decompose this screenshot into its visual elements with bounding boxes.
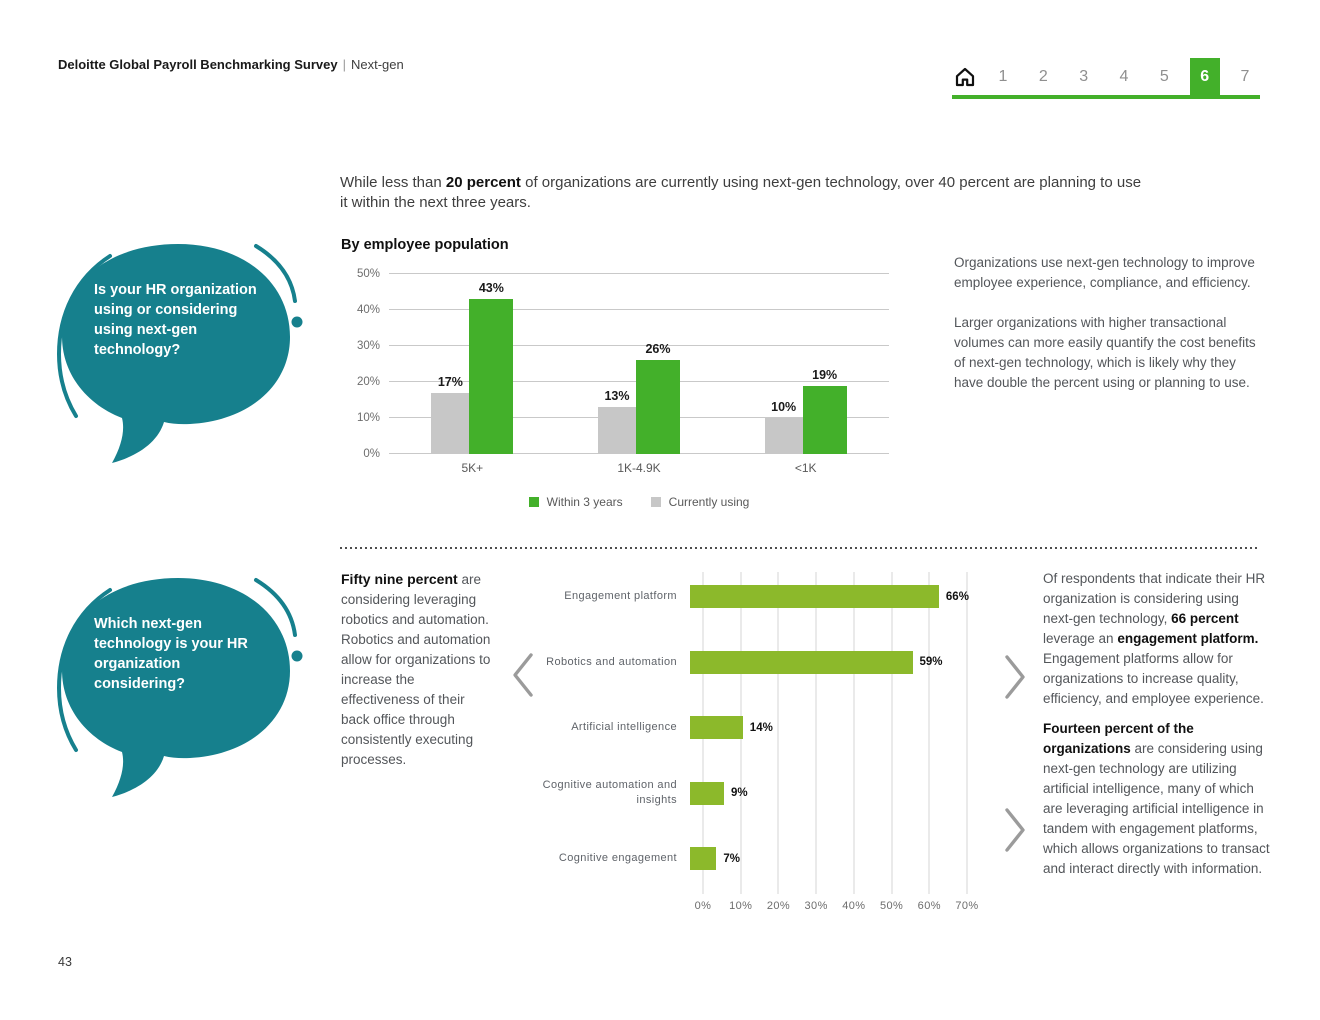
x-tick-label: 70%: [955, 900, 979, 912]
tech-bar: [690, 716, 773, 739]
category-label: 5K+: [461, 461, 484, 475]
x-tick-label: 40%: [842, 900, 866, 912]
title-separator: |: [342, 57, 346, 72]
tech-bar-value-label: 14%: [749, 721, 773, 734]
tech-bar-value-label: 7%: [723, 852, 741, 865]
population-chart-legend: [389, 495, 889, 509]
category-label: 1K-4.9K: [617, 461, 661, 475]
right-bottom-para-1: [1043, 569, 1271, 709]
y-tick-label: 10%: [356, 412, 380, 424]
tech-bar-value-label: 9%: [730, 787, 748, 800]
nav-page-4[interactable]: 4: [1119, 67, 1129, 85]
bar-value-label: 17%: [437, 374, 463, 389]
population-chart-title: By employee population: [341, 237, 509, 253]
tech-bar-value-label: 59%: [919, 656, 943, 669]
right-bottom-para-2: [1043, 719, 1271, 879]
document-section-label: Next-gen: [350, 57, 404, 72]
bar-group-<1K: [765, 274, 847, 454]
tech-bar: [690, 585, 969, 608]
tech-bar-label: Engagement platform: [564, 590, 677, 603]
left-bottom-body: are considering leveraging robotics and automation. Robotics and automation allow for organizations to increase the effectiveness of their back office through consistently executing processes.: [341, 572, 491, 767]
y-tick-label: 0%: [363, 448, 380, 460]
tech-bar-row: [540, 826, 982, 892]
legend-item: [529, 495, 623, 509]
tech-chart-xticks: [694, 900, 979, 914]
tech-bar-track: [690, 585, 969, 608]
page-navigation: [952, 58, 1260, 99]
bar-currently-using: [598, 389, 636, 454]
question-bubble-1-text: Is your HR organization using or considering using next-gen technology?: [94, 282, 257, 358]
legend-label: Currently using: [668, 495, 750, 509]
document-title-bold: Deloitte Global Payroll Benchmarking Survey: [58, 57, 338, 72]
tech-bar-track: [690, 651, 954, 674]
nav-items: [952, 58, 1260, 95]
rb-p1-c: leverage an: [1043, 631, 1118, 646]
right-column-top: [954, 253, 1260, 413]
x-tick-label: 50%: [879, 900, 904, 912]
tech-bar: [690, 782, 748, 805]
x-tick-label: 30%: [804, 900, 828, 912]
question-bubble-1: [46, 234, 308, 472]
question-bubble-2-text: Which next-gen technology is your HR organization considering?: [94, 616, 248, 692]
bar-value-label: 19%: [812, 367, 838, 382]
chevron-right-icon: [1003, 807, 1029, 853]
bar-value-label: 43%: [478, 281, 504, 296]
page-number: 43: [58, 955, 72, 969]
rb-p1-d: engagement platform.: [1117, 631, 1259, 646]
tech-bar-label: Artificial intelligence: [571, 721, 677, 734]
tech-bar: [690, 651, 943, 674]
document-title: [58, 57, 404, 72]
tech-bar-value-label: 66%: [945, 590, 969, 603]
x-tick-label: 20%: [766, 900, 791, 912]
tech-bar-label: Cognitive automation and insights: [542, 779, 677, 807]
bar-value-label: 13%: [604, 389, 630, 404]
nav-page-1[interactable]: 1: [998, 67, 1008, 85]
bar-within-3-years: [469, 281, 513, 454]
chevron-left-icon: [509, 652, 535, 698]
intro-paragraph: [340, 173, 1152, 213]
tech-bar-row: [540, 695, 982, 761]
legend-item: [651, 495, 750, 509]
right-top-para-2: Larger organizations with higher transactional volumes can more easily quantify the cost benefits of next-gen technology, which is likely why they have double the percent using or planning to use.: [954, 315, 1256, 390]
y-tick-label: 20%: [356, 376, 380, 388]
question-bubble-2: [46, 568, 308, 806]
tech-chart: [540, 564, 982, 924]
right-top-para-1: Organizations use next-gen technology to improve employee experience, compliance, and efficiency.: [954, 255, 1255, 290]
bar-within-3-years: [803, 367, 847, 454]
y-tick-label: 50%: [356, 268, 380, 280]
bar-within-3-years: [636, 342, 680, 454]
rb-p1-b: 66 percent: [1171, 611, 1239, 626]
tech-bar-row: [540, 630, 982, 696]
nav-pages: [988, 58, 1260, 95]
tech-chart-rows: [540, 564, 982, 892]
rb-p2-b: are considering using next-gen technology are utilizing artificial intelligence, many of which are leveraging artificial intelligence in tandem with engagement platforms, which allows organizations to transact and interact directly with information.: [1043, 741, 1270, 876]
home-icon[interactable]: [952, 64, 978, 90]
rb-p2-a: Fourteen percent of the organizations: [1043, 721, 1194, 756]
bar-currently-using: [431, 374, 469, 454]
bar-value-label: 26%: [645, 342, 671, 357]
rb-p1-e: Engagement platforms allow for organizations to increase quality, efficiency, and employee experience.: [1043, 651, 1264, 706]
tech-bar: [690, 847, 741, 870]
legend-swatch-icon: [651, 497, 661, 507]
intro-pre: While less than: [340, 174, 446, 191]
x-tick-label: 0%: [694, 900, 712, 912]
tech-bar-label: Cognitive engagement: [558, 852, 677, 865]
bar-currently-using: [765, 400, 803, 454]
chevron-right-icon: [1003, 654, 1029, 700]
population-chart-xlabels: [389, 461, 889, 477]
bar-value-label: 10%: [771, 400, 797, 414]
population-chart-plot: [356, 268, 889, 460]
nav-page-2[interactable]: 2: [1038, 67, 1048, 85]
left-column-bottom: [341, 569, 493, 770]
dotted-divider: [340, 547, 1260, 549]
intro-bold: 20 percent: [445, 174, 521, 191]
tech-bar-row: [540, 761, 982, 827]
category-label: <1K: [794, 461, 817, 475]
legend-swatch-icon: [529, 497, 539, 507]
tech-bar-row: [540, 564, 982, 630]
bar-group-1K-4.9K: [598, 274, 680, 454]
population-chart: [341, 236, 889, 509]
right-column-bottom: [1043, 569, 1271, 889]
bar-group-5K+: [431, 274, 513, 454]
left-bottom-lead: Fifty nine percent: [341, 571, 458, 587]
nav-underline: [952, 95, 1260, 99]
y-tick-label: 30%: [356, 340, 380, 352]
intro-post: of organizations are currently using next-gen technology, over 40 percent are planning to use it within the next three years.: [340, 174, 1142, 211]
tech-bar-track: [690, 847, 954, 870]
nav-page-3[interactable]: 3: [1079, 67, 1089, 85]
y-tick-label: 40%: [356, 304, 380, 316]
x-tick-label: 10%: [729, 900, 753, 912]
legend-label: Within 3 years: [546, 495, 623, 509]
tech-bar-label: Robotics and automation: [546, 655, 677, 668]
tech-bar-track: [690, 716, 954, 739]
x-tick-label: 60%: [917, 900, 941, 912]
tech-bar-track: [690, 782, 954, 805]
nav-page-7[interactable]: 7: [1240, 67, 1250, 85]
nav-page-5[interactable]: 5: [1159, 67, 1169, 85]
nav-page-6[interactable]: 6: [1190, 58, 1220, 95]
rb-p1-a: Of respondents that indicate their HR organization is considering using next-gen technology,: [1043, 571, 1266, 626]
